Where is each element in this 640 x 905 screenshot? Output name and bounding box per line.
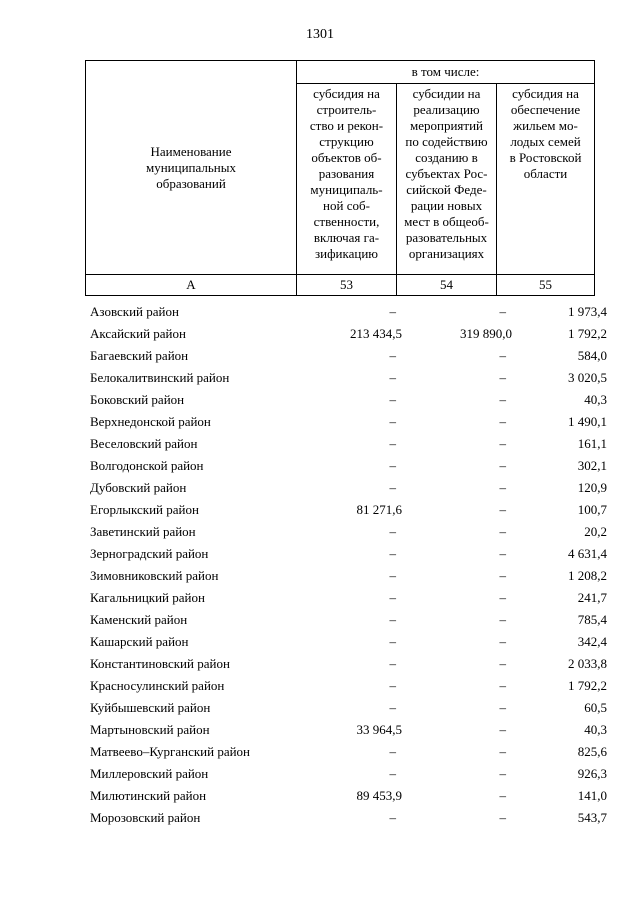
row-value-53: – <box>389 480 396 495</box>
table-row <box>90 367 607 389</box>
row-value-55: 3 020,5 <box>568 370 607 385</box>
row-value-54: – <box>499 524 506 539</box>
table-row <box>90 345 607 367</box>
row-value-54: – <box>499 678 506 693</box>
row-name: Егорлыкский район <box>90 502 199 517</box>
row-value-54: – <box>499 744 506 759</box>
row-name: Заветинский район <box>90 524 196 539</box>
row-value-55: 161,1 <box>577 436 607 451</box>
table-row <box>90 609 607 631</box>
row-value-55: 543,7 <box>577 810 607 825</box>
row-value-54: – <box>499 480 506 495</box>
row-name: Верхнедонской район <box>90 414 211 429</box>
table-row <box>90 521 607 543</box>
row-value-55: 4 631,4 <box>568 546 607 561</box>
row-value-55: 785,4 <box>577 612 607 627</box>
row-value-53: – <box>389 392 396 407</box>
row-name: Куйбышевский район <box>90 700 211 715</box>
row-value-53: 89 453,9 <box>356 788 402 803</box>
row-name: Красносулинский район <box>90 678 225 693</box>
row-value-53: – <box>389 656 396 671</box>
header-col-55: субсидия на обеспечение жильем мо- лодых семей в Ростовской области <box>497 84 595 275</box>
row-name: Азовский район <box>90 304 179 319</box>
header-col-53: субсидия на строитель- ство и рекон- струкцию объектов об- разования муниципаль- ной соб- ственности, включая га- зификацию <box>297 84 397 275</box>
row-value-55: 241,7 <box>577 590 607 605</box>
row-value-54: – <box>499 458 506 473</box>
row-value-55: 926,3 <box>577 766 607 781</box>
row-value-53: – <box>389 634 396 649</box>
row-name: Каменский район <box>90 612 188 627</box>
row-value-53: – <box>389 612 396 627</box>
row-value-53: 81 271,6 <box>356 502 402 517</box>
row-name: Белокалитвинский район <box>90 370 230 385</box>
row-value-54: – <box>499 722 506 737</box>
row-value-54: – <box>499 634 506 649</box>
header-col-54: субсидии на реализацию мероприятий по содействию созданию в субъектах Рос- сийской Феде- рации новых мест в общеоб- разовательных организациях <box>397 84 497 275</box>
row-value-53: – <box>389 700 396 715</box>
row-name: Матвеево–Курганский район <box>90 744 251 759</box>
row-value-53: – <box>389 810 396 825</box>
row-value-55: 342,4 <box>577 634 607 649</box>
row-value-55: 60,5 <box>584 700 607 715</box>
row-value-55: 584,0 <box>577 348 607 363</box>
table-row <box>90 543 607 565</box>
table-row <box>90 697 607 719</box>
header-num-a: А <box>86 275 297 296</box>
table-body <box>90 301 607 829</box>
table-row <box>90 631 607 653</box>
row-name: Кагальницкий район <box>90 590 205 605</box>
row-value-53: – <box>389 414 396 429</box>
row-value-54: – <box>499 414 506 429</box>
row-value-54: – <box>499 590 506 605</box>
row-name: Константиновский район <box>90 656 230 671</box>
row-name: Веселовский район <box>90 436 198 451</box>
table-row <box>90 301 607 323</box>
header-num-55: 55 <box>497 275 595 296</box>
row-value-53: – <box>389 678 396 693</box>
row-value-54: – <box>499 370 506 385</box>
row-value-53: – <box>389 348 396 363</box>
row-value-54: – <box>499 502 506 517</box>
row-value-53: – <box>389 524 396 539</box>
row-name: Милютинский район <box>90 788 207 803</box>
row-value-55: 2 033,8 <box>568 656 607 671</box>
row-name: Зерноградский район <box>90 546 209 561</box>
row-value-55: 1 792,2 <box>568 326 607 341</box>
row-value-54: – <box>499 612 506 627</box>
row-value-55: 40,3 <box>584 392 607 407</box>
row-name: Багаевский район <box>90 348 189 363</box>
table-row <box>90 477 607 499</box>
row-value-53: 33 964,5 <box>356 722 402 737</box>
row-value-53: – <box>389 304 396 319</box>
row-value-55: 825,6 <box>577 744 607 759</box>
row-value-54: – <box>499 348 506 363</box>
table-row <box>90 719 607 741</box>
row-value-54: – <box>499 700 506 715</box>
row-value-54: – <box>499 436 506 451</box>
row-value-54: – <box>499 656 506 671</box>
table-row <box>90 785 607 807</box>
row-value-53: – <box>389 744 396 759</box>
table-row <box>90 455 607 477</box>
table-row <box>90 411 607 433</box>
row-value-54: – <box>499 546 506 561</box>
row-value-54: – <box>499 568 506 583</box>
page-number: 1301 <box>306 27 334 42</box>
row-name: Волгодонской район <box>90 458 204 473</box>
row-value-55: 1 792,2 <box>568 678 607 693</box>
row-value-53: 213 434,5 <box>350 326 402 341</box>
table-row <box>90 653 607 675</box>
row-value-54: 319 890,0 <box>460 326 512 341</box>
row-value-53: – <box>389 766 396 781</box>
row-name: Морозовский район <box>90 810 201 825</box>
row-value-53: – <box>389 370 396 385</box>
table-row <box>90 741 607 763</box>
row-value-55: 20,2 <box>584 524 607 539</box>
row-name: Аксайский район <box>90 326 186 341</box>
header-group-label: в том числе: <box>297 61 595 84</box>
header-name-column: Наименование муниципальных образований <box>86 61 297 275</box>
row-value-55: 1 973,4 <box>568 304 607 319</box>
table-row <box>90 675 607 697</box>
row-value-55: 302,1 <box>577 458 607 473</box>
row-name: Кашарский район <box>90 634 189 649</box>
row-value-55: 141,0 <box>577 788 607 803</box>
row-name: Боковский район <box>90 392 185 407</box>
table-row <box>90 763 607 785</box>
row-value-55: 120,9 <box>577 480 607 495</box>
row-value-53: – <box>389 590 396 605</box>
table-header <box>85 60 595 296</box>
table-row <box>90 499 607 521</box>
row-name: Дубовский район <box>90 480 187 495</box>
table-row <box>90 565 607 587</box>
row-value-55: 1 208,2 <box>568 568 607 583</box>
row-value-55: 100,7 <box>577 502 607 517</box>
row-value-53: – <box>389 546 396 561</box>
row-value-54: – <box>499 392 506 407</box>
row-name: Миллеровский район <box>90 766 209 781</box>
row-value-54: – <box>499 810 506 825</box>
table-row <box>90 433 607 455</box>
row-name: Мартыновский район <box>90 722 210 737</box>
table-row <box>90 389 607 411</box>
header-num-54: 54 <box>397 275 497 296</box>
row-value-53: – <box>389 568 396 583</box>
row-value-54: – <box>499 766 506 781</box>
row-value-54: – <box>499 304 506 319</box>
row-value-55: 1 490,1 <box>568 414 607 429</box>
row-value-53: – <box>389 458 396 473</box>
row-value-53: – <box>389 436 396 451</box>
table-row <box>90 587 607 609</box>
row-name: Зимовниковский район <box>90 568 219 583</box>
header-num-53: 53 <box>297 275 397 296</box>
row-value-54: – <box>499 788 506 803</box>
row-value-55: 40,3 <box>584 722 607 737</box>
table-row <box>90 323 607 345</box>
table-row <box>90 807 607 829</box>
